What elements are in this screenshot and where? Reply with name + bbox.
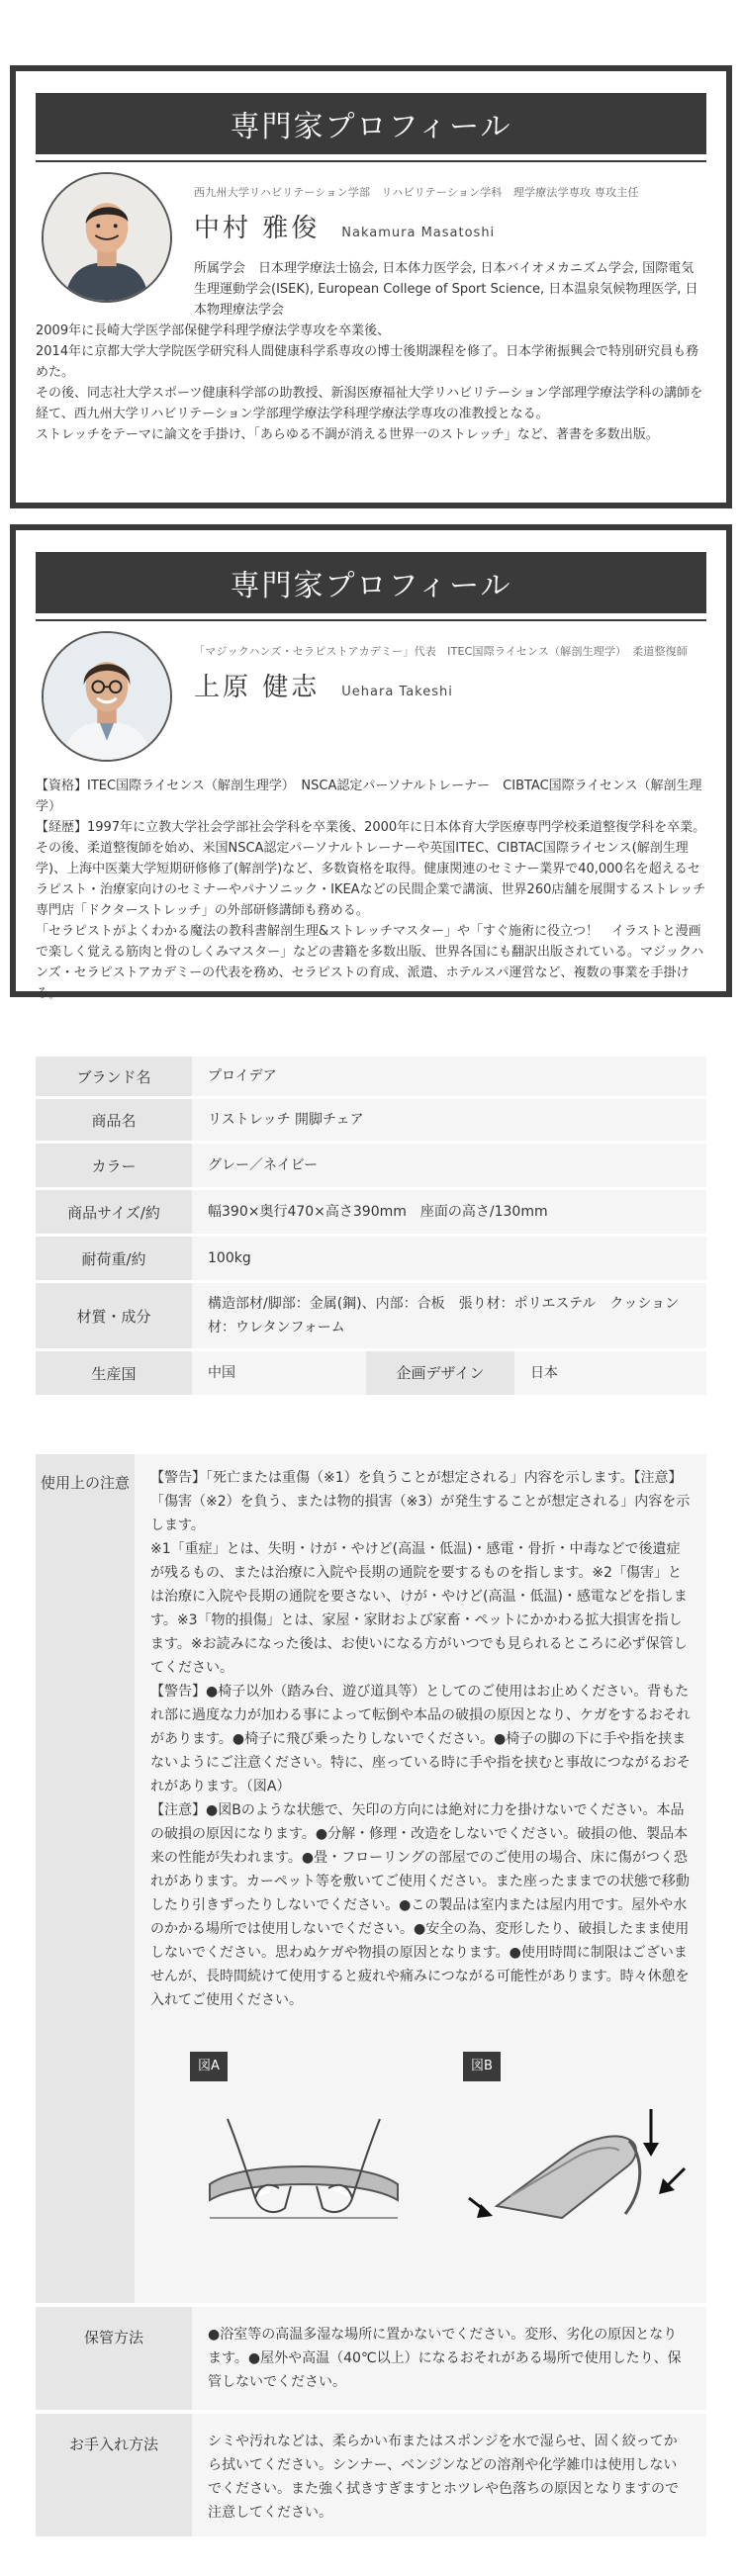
expert-affiliation: 「マジックハンズ・セラピストアカデミー」代表 ITEC国際ライセンス（解剖生理学） 柔道整復師 (194, 645, 689, 658)
expert-societies: 所属学会 日本理学療法士協会, 日本体力医学会, 日本バイオメカニズム学会, 国際電気生理運動学会(ISEK), European College of Sport Science, 日本温泉気候物理医学, 日本物理療法学会 (194, 261, 698, 318)
chair-force-direction-illustration (463, 2089, 691, 2238)
expert-profile-card-1 (10, 65, 732, 508)
usage-row-storage (36, 2307, 706, 2410)
expert-name-jp: 中村 雅俊 (194, 214, 321, 243)
expert-name-en: Uehara Takeshi (341, 685, 453, 699)
profile-header (36, 172, 706, 321)
spec-value: 中国 (192, 1351, 366, 1395)
spec-row-brand (36, 1057, 706, 1096)
spec-value: グレー／ネイビー (192, 1144, 706, 1187)
profile-title: 専門家プロフィール (36, 93, 706, 154)
spec-label: 商品サイズ/約 (36, 1190, 192, 1234)
caution-figures (150, 2052, 691, 2238)
spec-label: 材質・成分 (36, 1283, 192, 1348)
figure-b (463, 2052, 691, 2238)
profile-title: 専門家プロフィール (36, 552, 706, 613)
usage-table (36, 1454, 706, 2540)
expert-biography: 2009年に長崎大学医学部保健学科理学療法学専攻を卒業後、 2014年に京都大学大学院医学研究科人間健康科学系専攻の博士後期課程を修了。日本学術振興会で特別研究員も務めた。 その後、同志社大学スポーツ健康科学部の助教授、新潟医療福祉大学リハビリテーション学部理学療法学科の講師を経て、西九州大学リハビリテーション学部理学療法学科理学療法学専攻の准教授となる。 ストレッチをテーマに論文を手掛け、「あらゆる不調が消える世界一のストレッチ」など、著書を多数出版。 (36, 323, 703, 442)
expert-name-jp: 上原 健志 (194, 673, 321, 702)
person-portrait-icon (44, 633, 170, 760)
spec-value: 幅390×奥行470×高さ390mm 座面の高さ/130mm (192, 1190, 706, 1234)
spec-row-material (36, 1283, 706, 1348)
expert-profile-card-2 (10, 524, 732, 1001)
hand-caught-under-chair-illustration (190, 2089, 417, 2238)
caution-text: 【警告】「死亡または重傷（※1）を負うことが想定される」内容を示します。【注意】「傷害（※2）を負う、または物的損害（※3）が発生することが想定される」内容を示します。 ※1「重症」とは、失明・けが・やけど(高温・低温)・感電・骨折・中毒などで後遺症が残るもの、または治療に入院や長期の通院を要するものを指します。※2「傷害」とは治療に入院や長期の通院を要さない、けが・やけど(高温・低温)・感電などを指します。※3「物的損傷」とは、家屋・家財および家畜・ペットにかかわる拡大損害を指します。※お読みになった後は、お使いになる方がいつでも見られるところに必ず保管してください。 【警告】●椅子以外（踏み台、遊び道具等）としてのご使用はお止めください。背もたれ部に過度な力が加わる事によって転倒や本品の破損の原因となり、ケガをするおそれがあります。●椅子に飛び乗ったりしないでください。●椅子の脚の下に手や指を挟まないようにご注意ください。特に、座っている時に手や指を挟むと事故につながるおそれがあります。（図A） 【注意】●図Bのような状態で、矢印の方向には絶対に力を掛けないでください。本品の破損の原因になります。●分解・修理・改造をしないでください。破損の他、製品本来の性能が失われます。●畳・フローリングの部屋でのご使用の場合、床に傷がつく恐れがあります。カーペット等を敷いてご使用ください。また座ったままでの状態で移動したり引きずったりしないでください。●この製品は室内または屋内用です。屋外や水のかかる場所では使用しないでください。●安全の為、変形したり、破損したまま使用しないでください。思わぬケガや物損の原因となります。●使用時間に制限はございませんが、長時間続けて使用すると疲れや痛みにつながる可能性があります。時々休憩を入れてご使用ください。 (150, 1470, 691, 2008)
usage-row-care (36, 2414, 706, 2536)
spec-row-color (36, 1144, 706, 1187)
spec-label: 生産国 (36, 1351, 192, 1395)
figure-a-label: 図A (190, 2052, 228, 2081)
expert-affiliation: 西九州大学リハビリテーション学部 リハビリテーション学科 理学療法学専攻 専攻主任 (194, 186, 639, 199)
expert-biography: 【資格】ITEC国際ライセンス（解剖生理学） NSCA認定パーソナルトレーナー CIBTAC国際ライセンス（解剖生理学） 【経歴】1997年に立教大学社会学部社会学科を卒業後、2000年に日本体育大学医療専門学校柔道整復学科を卒業。その後、柔道整復師を始め、米国NSCA認定パーソナルトレーナーや英国ITEC、CIBTAC国際ライセンス(解剖生理学)、上海中医薬大学短期研修修了(解剖学)など、多数資格を取得。健康関連のセミナー業界で40,000名を超えるセラピスト・治療家向けのセミナーやパナソニック・IKEAなどの民間企業で講演、世界260店舗を展開するストレッチ専門店「ドクターストレッチ」の外部研修講師も務める。 「セラピストがよくわかる魔法の教科書解剖生理&ストレッチマスター」や「すぐ施術に役立つ！ イラストと漫画で楽しく覚える筋肉と骨のしくみマスター」などの書籍を多数出版、世界各国にも翻訳出版されている。マジックハンズ・セラピストアカデミーの代表を務め、セラピストの育成、派遣、ホテルスパ運営など、複数の事業を手掛ける。 (36, 779, 706, 1001)
spec-label: 企画デザイン (366, 1351, 514, 1395)
figure-b-label: 図B (463, 2052, 501, 2081)
spec-row-origin (36, 1351, 706, 1395)
usage-label: 保管方法 (36, 2307, 192, 2410)
spec-value: 日本 (514, 1351, 706, 1395)
spec-label: カラー (36, 1144, 192, 1187)
spec-label: ブランド名 (36, 1057, 192, 1096)
spec-label: 商品名 (36, 1099, 192, 1141)
profile-header (36, 631, 706, 762)
person-portrait-icon (44, 174, 170, 301)
spec-row-size (36, 1190, 706, 1234)
spec-table (36, 1057, 706, 1398)
expert-avatar (42, 631, 172, 762)
spec-label: 耐荷重/約 (36, 1237, 192, 1280)
usage-row-caution (36, 1454, 706, 2303)
spec-row-load (36, 1237, 706, 1280)
spec-value: プロイデア (192, 1057, 706, 1096)
expert-name-en: Nakamura Masatoshi (341, 226, 496, 240)
spec-value-group (192, 1351, 706, 1395)
expert-avatar (42, 172, 172, 303)
usage-value: シミや汚れなどは、柔らかい布またはスポンジを水で湿らせ、固く絞ってから拭いてください。シンナー、ベンジンなどの溶剤や化学雑巾は使用しないでください。また強く拭きすぎますとホツレや色落ちの原因となりますので注意してください。 (192, 2414, 706, 2536)
usage-label: お手入れ方法 (36, 2414, 192, 2536)
spec-value: リストレッチ 開脚チェア (192, 1099, 706, 1141)
usage-label: 使用上の注意 (36, 1454, 135, 2303)
figure-a (190, 2052, 417, 2238)
spec-row-product (36, 1099, 706, 1141)
usage-value: ●浴室等の高温多湿な場所に置かないでください。変形、劣化の原因となります。●屋外や高温（40℃以上）になるおそれがある場所で使用したり、保管しないでください。 (192, 2307, 706, 2410)
spec-value: 100kg (192, 1237, 706, 1280)
usage-value (135, 1454, 706, 2303)
spec-value: 構造部材/脚部：金属(鋼)、内部：合板 張り材：ポリエステル クッション材：ウレタンフォーム (192, 1283, 706, 1348)
